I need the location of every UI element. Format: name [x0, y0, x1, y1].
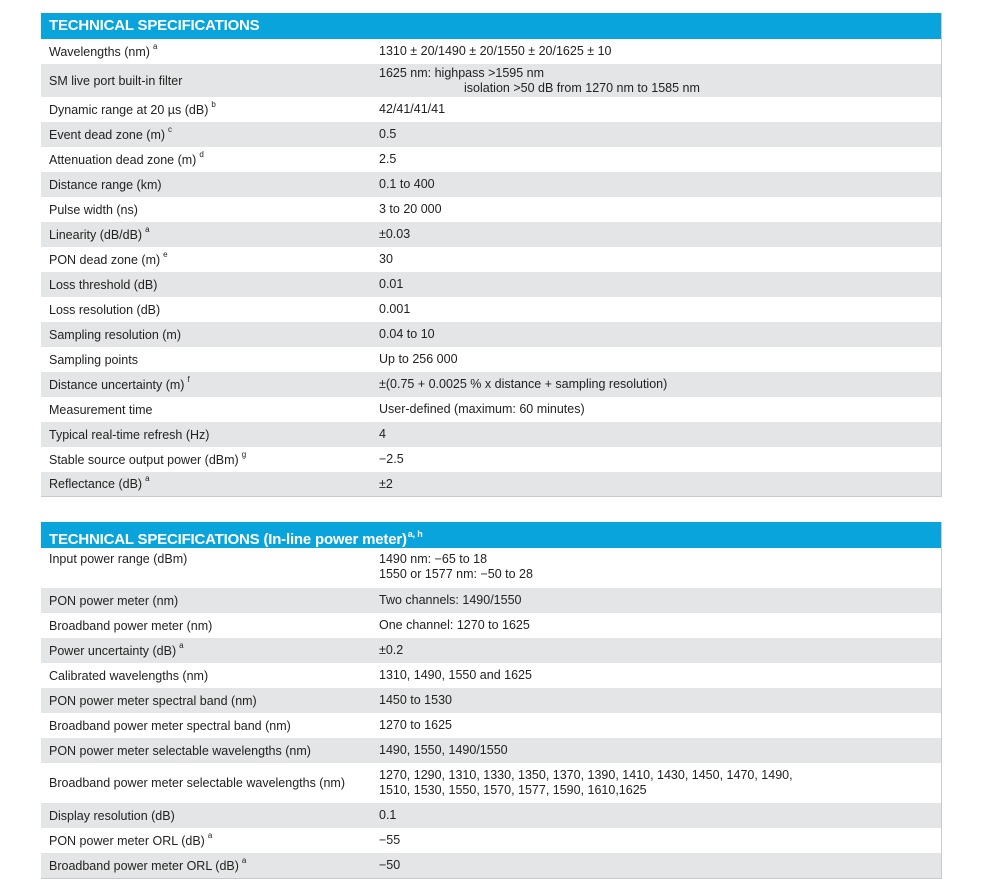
- spec-value-text: 1490, 1550, 1490/1550: [379, 743, 508, 757]
- spec-value: [371, 768, 941, 798]
- spec-label: [41, 249, 371, 268]
- spec-label-text: Display resolution (dB): [49, 808, 175, 823]
- spec-label: [41, 640, 371, 659]
- table-row: [41, 548, 941, 588]
- spec-label: [41, 303, 371, 317]
- spec-label: [41, 374, 371, 393]
- footnote-marker: e: [163, 249, 168, 259]
- table-row: [41, 347, 941, 372]
- table-row: [41, 197, 941, 222]
- table-row: [41, 738, 941, 763]
- table-row: [41, 472, 941, 496]
- footnote-marker: a: [241, 855, 247, 865]
- spec-value-text: ±(0.75 + 0.0025 % x distance + sampling resolution): [379, 377, 668, 391]
- spec-value: [371, 127, 941, 142]
- spec-label-text: Sampling points: [49, 352, 138, 367]
- table-row: [41, 39, 941, 64]
- spec-label: [41, 694, 371, 708]
- spec-value-text: 1310, 1490, 1550 and 1625: [379, 668, 532, 682]
- table-row: [41, 322, 941, 347]
- spec-value-text: 3 to 20 000: [379, 202, 442, 216]
- table-row: [41, 397, 941, 422]
- spec-value-text: −2.5: [379, 452, 404, 466]
- spec-value-text-line2: 1510, 1530, 1550, 1570, 1577, 1590, 1610,1625: [379, 783, 647, 797]
- spec-value-text: 0.5: [379, 127, 397, 141]
- spec-label-text: Broadband power meter ORL (dB): [49, 859, 239, 874]
- spec-value: [371, 427, 941, 442]
- table-row: [41, 688, 941, 713]
- spec-label-text: Dynamic range at 20 µs (dB): [49, 103, 209, 118]
- section-header: [41, 13, 941, 39]
- spec-value: [371, 202, 941, 217]
- table-row: [41, 97, 941, 122]
- footnote-marker: g: [241, 449, 247, 459]
- footnote-marker: a: [152, 41, 158, 51]
- spec-label-text: Event dead zone (m): [49, 128, 166, 143]
- table-row: [41, 613, 941, 638]
- spec-label-text: Broadband power meter selectable wavelengths (nm): [49, 776, 345, 790]
- footnote-marker: a: [145, 474, 150, 484]
- footnote-marker: a, h: [407, 529, 423, 539]
- spec-label-text: Distance range (km): [49, 177, 162, 192]
- table-row: [41, 763, 941, 803]
- spec-label: [41, 744, 371, 758]
- spec-label-text: Loss threshold (dB): [49, 277, 158, 292]
- spec-value-text: One channel: 1270 to 1625: [379, 618, 530, 632]
- spec-label-text: Broadband power meter (nm): [49, 618, 213, 633]
- spec-value: [371, 743, 941, 758]
- spec-label: [41, 855, 371, 874]
- spec-value: [371, 808, 941, 823]
- table-row: [41, 588, 941, 613]
- spec-value: [371, 548, 941, 582]
- footnote-marker: a: [145, 224, 150, 234]
- spec-value-text: Up to 256 000: [379, 352, 458, 366]
- section-header: [41, 522, 941, 548]
- table-row: [41, 222, 941, 247]
- spec-value-text: 0.04 to 10: [379, 327, 435, 341]
- spec-value: [371, 227, 941, 242]
- spec-value-text: 30: [379, 252, 393, 266]
- spec-value-text: 0.01: [379, 277, 404, 291]
- table-row: [41, 147, 941, 172]
- spec-label-text: Input power range (dBm): [49, 552, 188, 566]
- footnote-marker: f: [187, 374, 190, 384]
- spec-value-text: 1310 ± 20/1490 ± 20/1550 ± 20/1625 ± 10: [379, 44, 612, 58]
- spec-label-text: Stable source output power (dBm): [49, 453, 239, 468]
- spec-label: [41, 99, 371, 118]
- spec-value: [371, 102, 941, 117]
- spec-label: [41, 719, 371, 733]
- spec-value-text: ±0.2: [379, 643, 404, 657]
- spec-value-text: 1270, 1290, 1310, 1330, 1350, 1370, 1390, 1410, 1430, 1450, 1470, 1490,: [379, 768, 793, 782]
- table-row: [41, 272, 941, 297]
- spec-value: [371, 643, 941, 658]
- spec-value-text: Two channels: 1490/1550: [379, 593, 522, 607]
- spec-label-text: Typical real-time refresh (Hz): [49, 427, 210, 442]
- spec-value-text: 1450 to 1530: [379, 693, 452, 707]
- spec-label: [41, 149, 371, 168]
- spec-value: [371, 352, 941, 367]
- spec-value: [371, 327, 941, 342]
- table-row: [41, 803, 941, 828]
- spec-label: [41, 278, 371, 292]
- spec-value-text: 1270 to 1625: [379, 718, 452, 732]
- footnote-marker: b: [211, 99, 216, 109]
- spec-value: [371, 44, 941, 59]
- spec-label: [41, 178, 371, 192]
- spec-label-text: SM live port built-in filter: [49, 73, 183, 88]
- spec-label-text: PON dead zone (m): [49, 253, 161, 268]
- spec-label-text: Distance uncertainty (m): [49, 378, 185, 393]
- spec-value-text: 0.1: [379, 808, 397, 822]
- spec-value: [371, 302, 941, 317]
- table-row: [41, 447, 941, 472]
- spec-value: [371, 718, 941, 733]
- spec-label: [41, 669, 371, 683]
- spec-value-text-line2: 1550 or 1577 nm: −50 to 28: [379, 567, 533, 581]
- spec-label: [41, 203, 371, 217]
- table-row: [41, 713, 941, 738]
- spec-label: [41, 548, 371, 566]
- table-row: [41, 247, 941, 272]
- spec-value-text: 2.5: [379, 152, 397, 166]
- spec-label: [41, 830, 371, 849]
- spec-label: [41, 449, 371, 468]
- spec-value-text-line2: isolation >50 dB from 1270 nm to 1585 nm: [464, 80, 700, 95]
- spec-label-text: Loss resolution (dB): [49, 302, 161, 317]
- spec-label-text: PON power meter selectable wavelengths (nm): [49, 743, 311, 758]
- spec-value: [371, 452, 941, 467]
- spec-label: [41, 328, 371, 342]
- spec-value-text: 1625 nm: highpass >1595 nm: [379, 65, 545, 80]
- table-row: [41, 64, 941, 97]
- table-row: [41, 853, 941, 878]
- table-row: [41, 663, 941, 688]
- spec-value-text: 1490 nm: −65 to 18: [379, 552, 488, 566]
- spec-value-text: 4: [379, 427, 386, 441]
- spec-label: [41, 224, 371, 243]
- spec-label-text: Broadband power meter spectral band (nm): [49, 718, 291, 733]
- table-row: [41, 297, 941, 322]
- spec-value-text: 42/41/41/41: [379, 102, 446, 116]
- table-row: [41, 122, 941, 147]
- spec-value: [371, 858, 941, 873]
- spec-value: [371, 618, 941, 633]
- spec-label-text: PON power meter (nm): [49, 593, 179, 608]
- technical-specifications-table: [41, 13, 942, 497]
- spec-label-text: Power uncertainty (dB): [49, 644, 177, 659]
- table-row: [41, 372, 941, 397]
- footnote-marker: a: [179, 640, 184, 650]
- spec-value-text: ±2: [379, 476, 393, 491]
- spec-label-text: Linearity (dB/dB): [49, 228, 143, 243]
- spec-label-text: Wavelengths (nm): [49, 45, 150, 60]
- spec-value: [371, 477, 941, 492]
- spec-value: [371, 693, 941, 708]
- table-row: [41, 638, 941, 663]
- spec-label: [41, 619, 371, 633]
- spec-label-text: Reflectance (dB): [49, 477, 143, 492]
- spec-label: [41, 41, 371, 60]
- spec-value-text: −55: [379, 833, 401, 847]
- table-row: [41, 828, 941, 853]
- spec-label: [41, 428, 371, 442]
- spec-value: [371, 833, 941, 848]
- footnote-marker: a: [207, 830, 213, 840]
- spec-label: [41, 476, 371, 491]
- spec-label-text: PON power meter ORL (dB): [49, 834, 205, 849]
- spec-value: [371, 177, 941, 192]
- spec-value: [371, 277, 941, 292]
- spec-value: [371, 402, 941, 417]
- section-title: TECHNICAL SPECIFICATIONS (In-line power meter): [49, 531, 407, 548]
- spec-label-text: Measurement time: [49, 402, 153, 417]
- spec-label: [41, 403, 371, 417]
- spec-label: [41, 594, 371, 608]
- spec-value-text: 0.001: [379, 302, 411, 316]
- footnote-marker: c: [168, 124, 173, 134]
- table-row: [41, 172, 941, 197]
- spec-value: [371, 668, 941, 683]
- spec-label: [41, 776, 371, 790]
- spec-value-text: −50: [379, 858, 401, 872]
- spec-value: [371, 252, 941, 267]
- spec-label-text: Attenuation dead zone (m): [49, 153, 197, 168]
- spec-label: [41, 353, 371, 367]
- section-title: TECHNICAL SPECIFICATIONS: [49, 17, 260, 34]
- spec-label-text: Sampling resolution (m): [49, 327, 181, 342]
- power-meter-specifications-table: [41, 522, 942, 879]
- spec-value: [371, 377, 941, 392]
- table-row: [41, 422, 941, 447]
- spec-value-text: User-defined (maximum: 60 minutes): [379, 402, 585, 416]
- spec-value: [371, 152, 941, 167]
- spec-label: [41, 74, 371, 88]
- spec-value-text: 0.1 to 400: [379, 177, 435, 191]
- spec-label: [41, 124, 371, 143]
- footnote-marker: d: [199, 149, 204, 159]
- spec-label-text: PON power meter spectral band (nm): [49, 693, 257, 708]
- spec-value: [371, 66, 941, 96]
- spec-label-text: Pulse width (ns): [49, 202, 138, 217]
- spec-label-text: Calibrated wavelengths (nm): [49, 668, 209, 683]
- spec-value-text: ±0.03: [379, 227, 411, 241]
- spec-value: [371, 593, 941, 608]
- spec-label: [41, 809, 371, 823]
